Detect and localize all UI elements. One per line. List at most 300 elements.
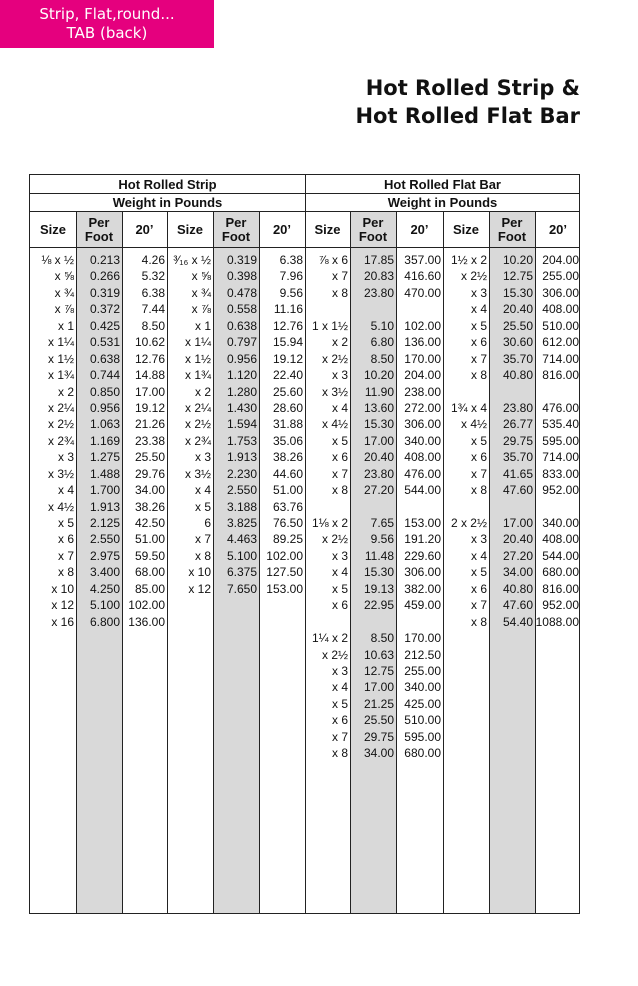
table-cell: 680.00 <box>542 565 579 580</box>
table-cell: 2.975 <box>89 548 120 563</box>
table-cell: 7.65 <box>370 516 394 530</box>
col-header-per-foot <box>489 212 535 248</box>
table-cell: 0.478 <box>226 285 257 300</box>
table-cell: x 2½ <box>321 532 348 547</box>
table-cell: 68.00 <box>134 565 165 580</box>
flat-per-foot-column <box>489 252 535 630</box>
flat-heading: Hot Rolled Flat Bar <box>383 177 501 192</box>
table-cell: 2 x 2½ <box>450 516 487 530</box>
table-cell: 29.76 <box>134 466 165 481</box>
table-cell: 191.20 <box>404 532 441 547</box>
table-cell: 0.850 <box>89 384 120 399</box>
table-cell: 11.16 <box>273 302 303 317</box>
table-cell: 1 x 1½ <box>311 318 348 333</box>
table-cell <box>350 301 396 317</box>
table-cell: 595.00 <box>404 729 441 744</box>
table-cell: 59.50 <box>134 548 165 563</box>
table-cell: x ¾ <box>191 285 211 300</box>
table-cell: 0.744 <box>89 368 120 383</box>
table-cell: x 3 <box>331 368 348 383</box>
col-header-size: Size <box>39 222 66 237</box>
table-cell: 1⅛ x 2 <box>311 516 348 530</box>
col-header-20ft: 20’ <box>410 222 429 237</box>
table-cell: x 1¼ <box>184 335 211 350</box>
table-cell: 25.50 <box>134 450 165 465</box>
per-label: Per <box>88 215 110 230</box>
table-cell: x 2 <box>194 384 211 399</box>
table-cell: 20.83 <box>363 269 394 284</box>
table-cell: x 4 <box>57 483 74 498</box>
table-cell: 6.375 <box>226 565 257 580</box>
table-cell: 27.20 <box>502 548 533 563</box>
table-cell: x 5 <box>331 581 348 596</box>
strip-20ft-column <box>122 252 167 630</box>
table-cell: 31.88 <box>272 417 303 432</box>
table-cell: 544.00 <box>542 548 579 563</box>
flat-size-column <box>443 252 489 630</box>
table-cell: 1.913 <box>89 499 120 514</box>
table-cell: 26.77 <box>502 417 533 432</box>
table-cell: 1.594 <box>226 417 257 432</box>
table-cell: 20.40 <box>502 532 533 547</box>
table-cell: 476.00 <box>542 400 579 415</box>
table-cell <box>535 384 581 400</box>
table-cell: x 3 <box>331 548 348 563</box>
foot-label: Foot <box>84 229 114 244</box>
table-cell: 12.75 <box>363 663 394 678</box>
table-cell: 510.00 <box>542 318 579 333</box>
table-cell: 340.00 <box>404 680 441 695</box>
table-cell: x 7 <box>470 598 487 613</box>
table-cell: 0.425 <box>89 318 120 333</box>
foot-label: Foot <box>358 229 388 244</box>
table-cell: x 3½ <box>321 384 348 399</box>
flat-20ft-column <box>535 252 581 630</box>
table-cell: 19.13 <box>363 581 394 596</box>
table-cell: 17.85 <box>363 253 394 267</box>
table-cell: 0.638 <box>226 318 257 333</box>
table-cell: 0.319 <box>89 285 120 300</box>
table-cell: 15.30 <box>363 565 394 580</box>
table-cell: 34.00 <box>363 746 394 761</box>
table-cell: 595.00 <box>542 433 579 448</box>
table-cell: 14.88 <box>134 368 165 383</box>
table-cell: x 5 <box>194 499 211 514</box>
table-cell: 408.00 <box>542 302 579 317</box>
table-cell: x 1¾ <box>184 368 211 383</box>
table-cell: 28.60 <box>272 400 303 415</box>
table-cell: x 3½ <box>47 466 74 481</box>
table-cell: 17.00 <box>502 516 533 530</box>
table-cell: 5.32 <box>141 269 165 284</box>
table-cell: 459.00 <box>404 598 441 613</box>
table-cell: 22.40 <box>272 368 303 383</box>
table-cell: 25.50 <box>502 318 533 333</box>
table-cell: 170.00 <box>404 631 441 646</box>
col-header-20ft: 20’ <box>135 222 154 237</box>
table-cell: x 2½ <box>47 417 74 432</box>
strip-per-foot-column <box>213 252 259 597</box>
table-cell: 51.00 <box>272 483 303 498</box>
table-cell <box>350 614 396 630</box>
table-cell: 10.20 <box>502 253 533 267</box>
table-cell: 23.80 <box>363 285 394 300</box>
table-cell: 1.700 <box>89 483 120 498</box>
table-cell: 4.26 <box>141 253 165 267</box>
table-cell: 153.00 <box>266 581 303 596</box>
table-cell: 340.00 <box>404 433 441 448</box>
table-cell: 89.25 <box>272 532 303 547</box>
col-header-size: Size <box>452 222 479 237</box>
table-cell: 3.825 <box>226 516 257 530</box>
table-cell: x 3 <box>470 285 487 300</box>
table-cell: 15.30 <box>502 285 533 300</box>
table-cell: 23.80 <box>363 466 394 481</box>
table-cell: 10.62 <box>134 335 165 350</box>
table-cell: x 8 <box>57 565 74 580</box>
table-cell <box>443 384 489 400</box>
title-line1: Hot Rolled Strip & <box>365 76 580 100</box>
table-cell: 238.00 <box>404 384 441 399</box>
table-cell: 1.430 <box>226 400 257 415</box>
table-cell: 19.12 <box>272 351 303 366</box>
table-cell: 6.38 <box>279 253 303 267</box>
table-cell: 3.188 <box>226 499 257 514</box>
table-cell: ³⁄₁₆ x ½ <box>173 253 211 267</box>
strip-heading: Hot Rolled Strip <box>118 177 217 192</box>
table-cell: 11.90 <box>364 384 394 399</box>
table-cell: x 8 <box>331 285 348 300</box>
col-header-20ft: 20’ <box>272 222 292 237</box>
table-cell: 17.00 <box>363 680 394 695</box>
table-cell: 85.00 <box>134 581 165 596</box>
table-cell: x 7 <box>194 532 211 547</box>
tab-label-line1: Strip, Flat,round... <box>39 5 175 23</box>
table-cell: x 4½ <box>460 417 487 432</box>
table-cell: 0.797 <box>226 335 257 350</box>
table-cell: 7.96 <box>279 269 303 284</box>
table-cell: 470.00 <box>404 285 441 300</box>
table-cell: x 2½ <box>184 417 211 432</box>
table-cell: x 16 <box>51 614 74 629</box>
strip-size-column <box>30 252 76 630</box>
table-cell: x 2½ <box>321 351 348 366</box>
table-cell: 0.956 <box>226 351 257 366</box>
table-cell: 510.00 <box>404 713 441 728</box>
table-cell: 0.638 <box>89 351 120 366</box>
table-cell: 0.319 <box>226 253 257 267</box>
table-cell: 382.00 <box>404 581 441 596</box>
table-cell: 2.550 <box>89 532 120 547</box>
strip-per-foot-column <box>76 252 122 630</box>
table-cell: x 5 <box>57 516 74 530</box>
table-cell: x 5 <box>331 433 348 448</box>
table-cell: 714.00 <box>542 351 579 366</box>
table-cell: x 7 <box>331 269 348 284</box>
per-label: Per <box>501 215 523 230</box>
table-cell: x 8 <box>470 368 487 383</box>
table-cell: 1.280 <box>226 384 257 399</box>
table-cell <box>305 499 350 515</box>
table-cell: x 6 <box>470 581 487 596</box>
page-title <box>355 74 580 130</box>
table-cell: 40.80 <box>502 581 533 596</box>
table-cell: 5.10 <box>370 318 394 333</box>
table-cell: 47.60 <box>502 483 533 498</box>
table-cell: 12.76 <box>134 351 165 366</box>
flat-20ft-column <box>396 252 443 762</box>
table-cell: x 1 <box>57 318 74 333</box>
table-cell: 816.00 <box>542 368 579 383</box>
table-cell: 20.40 <box>502 302 533 317</box>
table-cell <box>350 499 396 515</box>
table-cell: 29.75 <box>363 729 394 744</box>
table-cell: x ¾ <box>54 285 74 300</box>
table-cell: 1088.00 <box>535 614 579 629</box>
table-cell: x 1 <box>194 318 211 333</box>
table-cell <box>396 614 443 630</box>
table-cell: x 1½ <box>47 351 74 366</box>
table-cell: 306.00 <box>542 285 579 300</box>
table-cell: x 3 <box>331 663 348 678</box>
col-header-per-foot <box>76 212 122 248</box>
table-cell: x 8 <box>331 746 348 761</box>
table-cell: x 6 <box>470 450 487 465</box>
table-cell: 4.250 <box>89 581 120 596</box>
table-cell: 47.60 <box>502 598 533 613</box>
table-cell: x 4 <box>470 548 487 563</box>
table-cell: 8.50 <box>370 631 394 646</box>
table-cell: x 4 <box>470 302 487 317</box>
table-cell: x 8 <box>470 614 487 629</box>
table-cell: 357.00 <box>404 253 441 267</box>
table-cell: 21.25 <box>363 696 394 711</box>
table-cell: x 5 <box>470 433 487 448</box>
table-cell: 17.00 <box>134 384 165 399</box>
table-cell: x 6 <box>331 450 348 465</box>
table-cell: 9.56 <box>279 285 303 300</box>
strip-subheading: Weight in Pounds <box>112 195 223 210</box>
table-cell: 5.100 <box>226 548 257 563</box>
strip-size-column <box>167 252 213 597</box>
per-label: Per <box>362 215 384 230</box>
table-cell <box>535 499 581 515</box>
table-cell: x ⅝ <box>191 269 211 284</box>
table-cell: 425.00 <box>404 696 441 711</box>
table-cell: 127.50 <box>266 565 303 580</box>
table-cell: 35.06 <box>272 433 303 448</box>
table-cell: 136.00 <box>128 614 165 629</box>
table-cell: x 5 <box>331 696 348 711</box>
table-cell: 10.63 <box>363 647 394 662</box>
table-cell: 204.00 <box>542 253 579 267</box>
table-cell: 544.00 <box>404 483 441 498</box>
table-cell: 29.75 <box>502 433 533 448</box>
table-cell: x 10 <box>188 565 211 580</box>
table-cell: 272.00 <box>404 400 441 415</box>
col-header-per-foot <box>213 212 259 248</box>
flat-per-foot-column <box>350 252 396 762</box>
table-cell: 76.50 <box>272 516 303 530</box>
table-cell: 20.40 <box>363 450 394 465</box>
table-cell: 2.230 <box>226 466 257 481</box>
table-cell: 2.550 <box>226 483 257 498</box>
table-cell: 416.60 <box>404 269 441 284</box>
table-cell: 255.00 <box>542 269 579 284</box>
table-cell: x 4½ <box>321 417 348 432</box>
col-header-size: Size <box>176 222 203 237</box>
table-cell: x 5 <box>470 318 487 333</box>
table-cell: 25.60 <box>272 384 303 399</box>
table-cell: 35.70 <box>502 450 533 465</box>
table-cell: 833.00 <box>542 466 579 481</box>
table-cell: 17.00 <box>363 433 394 448</box>
table-cell: 12.76 <box>272 318 303 333</box>
col-header-20ft: 20’ <box>548 222 568 237</box>
table-cell: x 2½ <box>321 647 348 662</box>
table-cell <box>489 499 535 515</box>
table-cell: 0.398 <box>226 269 257 284</box>
table-cell: 12.75 <box>502 269 533 284</box>
table-cell: x 2 <box>331 335 348 350</box>
table-cell: 10.20 <box>363 368 394 383</box>
table-cell: 170.00 <box>404 351 441 366</box>
table-cell: 952.00 <box>542 483 579 498</box>
table-cell: x 3 <box>194 450 211 465</box>
table-cell: 63.76 <box>272 499 303 514</box>
table-cell: x 3 <box>57 450 74 465</box>
table-cell: x 3½ <box>184 466 211 481</box>
table-cell: x 10 <box>51 581 74 596</box>
table-cell: x 4 <box>194 483 211 498</box>
table-cell: 7.44 <box>141 302 165 317</box>
table-cell: x 6 <box>57 532 74 547</box>
table-cell: 6.80 <box>370 335 394 350</box>
foot-label: Foot <box>497 229 527 244</box>
table-cell <box>305 614 350 630</box>
table-cell: 1.063 <box>89 417 120 432</box>
table-cell: 1½ x 2 <box>450 253 487 267</box>
table-cell: x 8 <box>194 548 211 563</box>
table-cell: 3.400 <box>89 565 120 580</box>
table-cell: 0.558 <box>226 302 257 317</box>
table-cell: 408.00 <box>542 532 579 547</box>
table-cell: 23.38 <box>134 433 165 448</box>
table-cell: 7.650 <box>226 581 257 596</box>
tab-label-line2: TAB (back) <box>66 24 148 42</box>
table-cell: 535.40 <box>542 417 579 432</box>
table-cell: 9.56 <box>370 532 394 547</box>
table-cell: 1.275 <box>89 450 120 465</box>
flat-size-column <box>305 252 350 762</box>
flat-subheading: Weight in Pounds <box>387 195 498 210</box>
table-cell: 8.50 <box>141 318 165 333</box>
table-cell: x 12 <box>51 598 74 613</box>
table-cell: 612.00 <box>542 335 579 350</box>
table-cell: x 7 <box>470 466 487 481</box>
table-cell: x 7 <box>331 466 348 481</box>
table-cell: 34.00 <box>502 565 533 580</box>
table-cell: 23.80 <box>502 400 533 415</box>
table-cell: 5.100 <box>89 598 120 613</box>
strip-20ft-column <box>259 252 305 597</box>
table-cell: ⅞ x 6 <box>318 253 348 267</box>
table-cell: 1.169 <box>89 433 120 448</box>
table-cell: x 2¾ <box>184 433 211 448</box>
table-cell: x 2¼ <box>47 400 74 415</box>
table-cell: 8.50 <box>370 351 394 366</box>
table-cell: 1¼ x 2 <box>311 631 348 646</box>
table-cell <box>396 301 443 317</box>
foot-label: Foot <box>221 229 251 244</box>
table-cell: 0.531 <box>89 335 120 350</box>
table-cell: 0.266 <box>89 269 120 284</box>
table-cell: 952.00 <box>542 598 579 613</box>
table-cell: 102.00 <box>128 598 165 613</box>
table-cell: 408.00 <box>404 450 441 465</box>
table-cell: x 1¾ <box>47 368 74 383</box>
table-cell: 0.213 <box>89 253 120 267</box>
table-cell: x ⅝ <box>54 269 74 284</box>
table-cell: x 7 <box>57 548 74 563</box>
table-cell: 42.50 <box>134 516 165 530</box>
table-cell: 6.800 <box>89 614 120 629</box>
table-cell: 27.20 <box>363 483 394 498</box>
table-cell: 41.65 <box>502 466 533 481</box>
table-cell: 54.40 <box>502 614 533 629</box>
table-cell <box>443 499 489 515</box>
table-cell: 306.00 <box>404 417 441 432</box>
table-cell: x 1½ <box>184 351 211 366</box>
table-cell: 204.00 <box>404 368 441 383</box>
table-cell: x 6 <box>331 598 348 613</box>
table-cell: x 4 <box>331 565 348 580</box>
table-cell: x 2¼ <box>184 400 211 415</box>
table-cell: 476.00 <box>404 466 441 481</box>
table-cell: 714.00 <box>542 450 579 465</box>
table-cell: 1.753 <box>226 433 257 448</box>
table-cell: 136.00 <box>404 335 441 350</box>
table-cell: 0.956 <box>89 400 120 415</box>
table-cell: 38.26 <box>134 499 165 514</box>
table-cell <box>305 301 350 317</box>
table-cell: x 2½ <box>460 269 487 284</box>
table-cell: 1.913 <box>226 450 257 465</box>
table-cell: 1.488 <box>89 466 120 481</box>
table-cell <box>396 499 443 515</box>
table-cell: 35.70 <box>502 351 533 366</box>
col-header-per-foot <box>350 212 396 248</box>
table-cell: 153.00 <box>404 516 441 530</box>
table-cell: 13.60 <box>363 400 394 415</box>
table-cell: 340.00 <box>542 516 579 530</box>
table-cell: x 2 <box>57 384 74 399</box>
table-cell: 51.00 <box>134 532 165 547</box>
table-cell: x 5 <box>470 565 487 580</box>
table-cell: x ⅞ <box>54 302 74 317</box>
table-cell: x 8 <box>470 483 487 498</box>
table-cell: x 6 <box>331 713 348 728</box>
table-cell: 1.120 <box>226 368 257 383</box>
table-cell: 212.50 <box>404 647 441 662</box>
table-cell: x 4 <box>331 400 348 415</box>
table-cell: 11.48 <box>364 548 394 563</box>
table-cell: x 4½ <box>47 499 74 514</box>
table-cell: x 12 <box>188 581 211 596</box>
section-tab[interactable] <box>0 0 214 48</box>
per-label: Per <box>225 215 247 230</box>
table-cell: x 3 <box>470 532 487 547</box>
